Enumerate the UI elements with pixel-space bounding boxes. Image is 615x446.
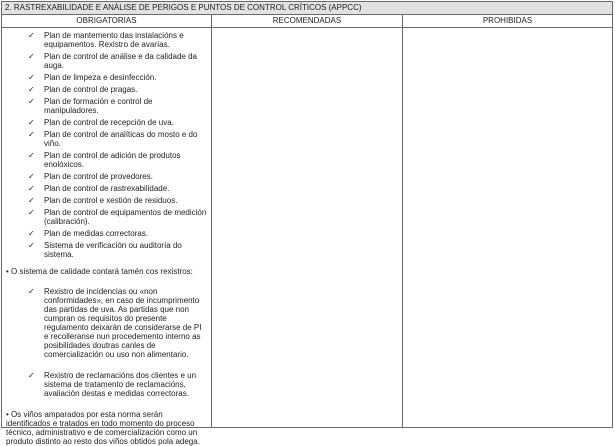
plan-item: [6, 196, 207, 205]
plan-item: [6, 172, 207, 181]
column-header-obrigatorias: OBRIGATORIAS: [2, 15, 212, 27]
column-header-recomendadas: RECOMENDADAS: [212, 15, 403, 27]
plan-item-text: Plan de control de adición de produtos enolóxicos.: [44, 151, 181, 169]
check-icon: ✓: [28, 172, 35, 181]
record-item-text: Rexistro de reclamacións dos clientes e un sistema de tratamento de reclamacións, avaliación destas e medidas correctoras.: [44, 371, 197, 398]
check-icon: ✓: [28, 287, 35, 296]
plan-item-text: Plan de control de análise e da calidade da auga.: [44, 52, 197, 70]
plan-item: [6, 31, 207, 49]
column-header-row: [2, 15, 612, 28]
prohibidas-cell: [403, 28, 612, 428]
check-icon: ✓: [28, 85, 35, 94]
plan-item-text: Plan de control de provedores.: [44, 172, 153, 181]
check-icon: ✓: [28, 97, 35, 106]
check-icon: ✓: [28, 371, 35, 380]
check-icon: ✓: [28, 151, 35, 160]
quality-intro: • O sistema de calidade contará tamén cos rexistros:: [6, 267, 193, 276]
check-icon: ✓: [28, 130, 35, 139]
check-icon: ✓: [28, 52, 35, 61]
plan-item: [6, 241, 207, 259]
check-icon: ✓: [28, 196, 35, 205]
quality-records-list: [6, 287, 207, 398]
plan-item: [6, 208, 207, 226]
check-icon: ✓: [28, 184, 35, 193]
plan-item-text: Plan de mantemento das instalacións e equipamentos. Rexistro de avarías.: [44, 31, 184, 49]
appcc-table: [1, 1, 613, 446]
closing-note: • Os viños amparados por esta norma serán identificados e tratados en todo momento do proceso técnico, administrativo e de comercialización como un produto distinto ao resto dos viños obtidos pola adega.: [6, 410, 200, 446]
plan-item: [6, 151, 207, 169]
check-icon: ✓: [28, 73, 35, 82]
content-row: [2, 28, 612, 446]
recomendadas-cell: [212, 28, 403, 428]
plan-item: [6, 97, 207, 115]
plans-list: [6, 31, 207, 259]
check-icon: ✓: [28, 241, 35, 250]
plan-item-text: Sistema de verificación ou auditoría do sistema.: [44, 241, 182, 259]
plan-item-text: Plan de limpeza e desinfección.: [44, 73, 157, 82]
record-item: [6, 371, 207, 398]
plan-item: [6, 229, 207, 238]
plan-item-text: Plan de formación e control de manipuladores.: [44, 97, 153, 115]
check-icon: ✓: [28, 118, 35, 127]
record-item-text: Rexistro de incidencias ou «non conformidades», en caso de incumprimento das partidas de uva. As partidas que non cumpran os requisitos do presente regulamento deixarán de considerarse de PI e recolleranse nun procedemento interno as posibilidades doutras canles de comercialización ou uso non alimentario.: [44, 287, 202, 359]
plan-item-text: Plan de control de rastrexabilidade.: [44, 184, 170, 193]
section-title: 2. RASTREXABILIDADE E ANÁLISE DE PERIGOS E PUNTOS DE CONTROL CRÍTICOS (APPCC): [2, 2, 612, 15]
check-icon: ✓: [28, 31, 35, 40]
plan-item: [6, 184, 207, 193]
plan-item: [6, 73, 207, 82]
check-icon: ✓: [28, 208, 35, 217]
plan-item-text: Plan de control de pragas.: [44, 85, 138, 94]
plan-item: [6, 130, 207, 148]
plan-item: [6, 118, 207, 127]
plan-item: [6, 85, 207, 94]
check-icon: ✓: [28, 229, 35, 238]
plan-item-text: Plan de control de equipamentos de medición (calibración).: [44, 208, 207, 226]
plan-item: [6, 52, 207, 70]
record-item: [6, 287, 207, 359]
plan-item-text: Plan de control de recepción de uva.: [44, 118, 174, 127]
column-header-prohibidas: PROHIBIDAS: [482, 16, 533, 25]
plan-item-text: Plan de control de analíticas do mosto e do viño.: [44, 130, 198, 148]
plan-item-text: Plan de control e xestión de residuos.: [44, 196, 178, 205]
plan-item-text: Plan de medidas correctoras.: [44, 229, 149, 238]
obrigatorias-cell: [2, 28, 212, 446]
